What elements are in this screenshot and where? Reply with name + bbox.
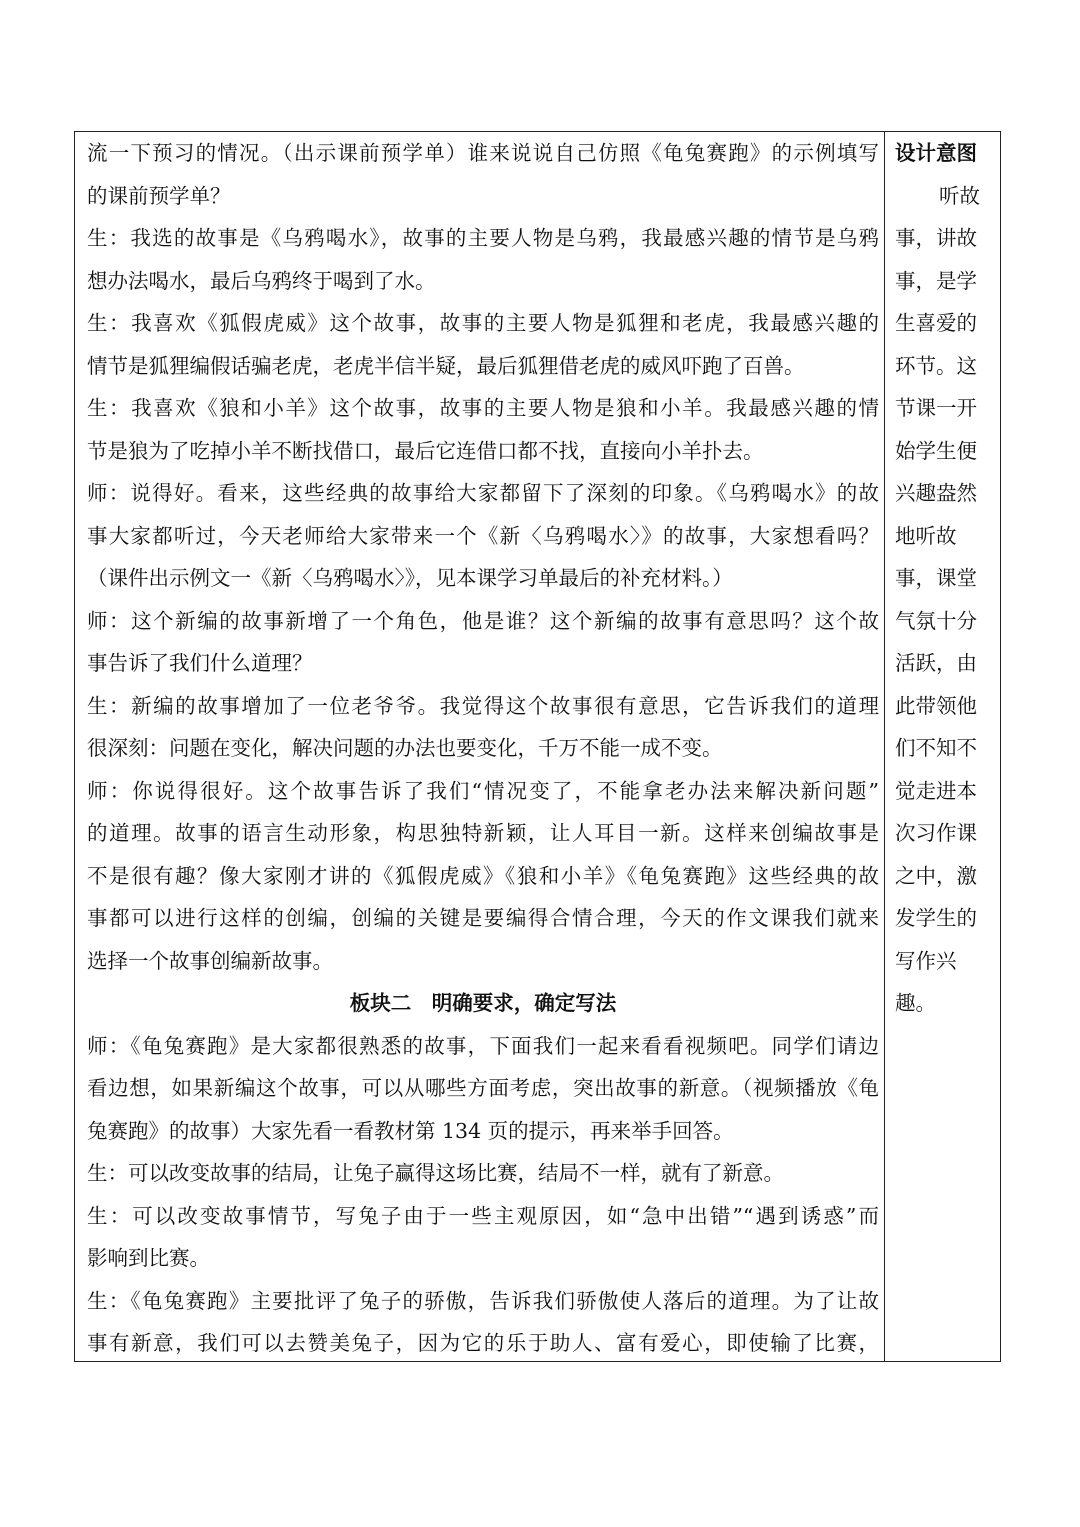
design-intent-line: 趣。 — [895, 991, 936, 1015]
paragraph-line: （课件出示例文一《新〈乌鸦喝水〉》，见本课学习单最后的补充材料。） — [87, 566, 733, 590]
lesson-content-column — [87, 132, 879, 1365]
design-intent-line: 听故 — [939, 183, 980, 208]
design-intent-line: 气氛十分 — [895, 608, 977, 633]
column-divider — [884, 132, 885, 1361]
paragraph-line: 的课前预学单？ — [87, 183, 231, 208]
design-intent-line: 地听故 — [895, 523, 957, 548]
paragraph-line: 事告诉了我们什么道理？ — [87, 651, 313, 675]
paragraph-line: 生：我喜欢《狼和小羊》这个故事，故事的主要人物是狼和小羊。我最感兴趣的情 — [87, 396, 879, 420]
paragraph-line: 节是狼为了吃掉小羊不断找借口，最后它连借口都不找，直接向小羊扑去。 — [87, 438, 764, 463]
paragraph-line: 师：你说得很好。这个故事告诉了我们“情况变了，不能拿老办法来解决新问题” — [87, 778, 879, 803]
design-intent-line: 发学生的 — [895, 906, 977, 930]
design-intent-line: 始学生便 — [895, 438, 977, 463]
design-intent-line: 之中，激 — [895, 863, 977, 888]
paragraph-line: 流一下预习的情况。（出示课前预学单）谁来说说自己仿照《龟兔赛跑》的示例填写 — [87, 141, 879, 165]
design-intent-line: 次习作课 — [895, 821, 977, 845]
section-heading: 板块二 明确要求，确定写法 — [349, 991, 617, 1015]
paragraph-line: 师：这个新编的故事新增了一个角色，他是谁？这个新编的故事有意思吗？这个故 — [87, 608, 879, 633]
paragraph-line: 兔赛跑》的故事）大家先看一看教材第 134 页的提示，再来举手回答。 — [87, 1118, 734, 1143]
design-intent-line: 环节。这 — [895, 353, 977, 378]
paragraph-line: 选择一个故事创编新故事。 — [87, 948, 333, 973]
design-intent-title: 设计意图 — [895, 141, 977, 165]
design-intent-line: 们不知不 — [895, 736, 977, 760]
design-intent-line: 事，是学 — [895, 268, 977, 293]
design-intent-column — [895, 132, 991, 1025]
paragraph-line: 情节是狐狸编假话骗老虎，老虎半信半疑，最后狐狸借老虎的威风吓跑了百兽。 — [87, 353, 805, 378]
paragraph-line: 师：《龟兔赛跑》是大家都很熟悉的故事，下面我们一起来看看视频吧。同学们请边 — [87, 1033, 879, 1058]
design-intent-line: 活跃，由 — [895, 651, 977, 675]
design-intent-line: 此带领他 — [895, 693, 977, 718]
paragraph-line: 事大家都听过，今天老师给大家带来一个《新〈乌鸦喝水〉》的故事，大家想看吗？ — [87, 523, 879, 548]
paragraph-line: 生：我选的故事是《乌鸦喝水》，故事的主要人物是乌鸦，我最感兴趣的情节是乌鸦 — [87, 226, 879, 250]
paragraph-line: 看边想，如果新编这个故事，可以从哪些方面考虑，突出故事的新意。（视频播放《龟 — [87, 1076, 879, 1100]
paragraph-line: 的道理。故事的语言生动形象，构思独特新颖，让人耳目一新。这样来创编故事是 — [87, 821, 879, 845]
paragraph-line: 生：我喜欢《狐假虎威》这个故事，故事的主要人物是狐狸和老虎，我最感兴趣的 — [87, 311, 879, 335]
design-intent-line: 节课一开 — [895, 396, 977, 420]
design-intent-line: 事，讲故 — [895, 226, 977, 250]
paragraph-line: 生：可以改变故事的结局，让兔子赢得这场比赛，结局不一样，就有了新意。 — [87, 1161, 784, 1185]
lesson-table — [74, 131, 1001, 1362]
paragraph-line: 想办法喝水，最后乌鸦终于喝到了水。 — [87, 268, 436, 293]
design-intent-line: 生喜爱的 — [895, 311, 977, 335]
paragraph-line: 不是很有趣？像大家刚才讲的《狐假虎威》《狼和小羊》《龟兔赛跑》这些经典的故 — [87, 863, 879, 888]
paragraph-line: 事都可以进行这样的创编，创编的关键是要编得合情合理，今天的作文课我们就来 — [87, 906, 879, 930]
paragraph-line: 生：可以改变故事情节，写兔子由于一些主观原因，如“急中出错”“遇到诱惑”而 — [87, 1203, 879, 1228]
paragraph-line: 影响到比赛。 — [87, 1246, 210, 1270]
paragraph-line: 生：《龟兔赛跑》主要批评了兔子的骄傲，告诉我们骄傲使人落后的道理。为了让故 — [87, 1288, 879, 1313]
paragraph-line: 事有新意，我们可以去赞美兔子，因为它的乐于助人、富有爱心，即使输了比赛， — [87, 1331, 879, 1355]
design-intent-line: 写作兴 — [895, 948, 957, 973]
paragraph-line: 很深刻：问题在变化，解决问题的办法也要变化，千万不能一成不变。 — [87, 736, 723, 760]
design-intent-line: 事，课堂 — [895, 566, 977, 590]
design-intent-line: 觉走进本 — [895, 778, 977, 803]
design-intent-line: 兴趣盎然 — [895, 481, 977, 505]
paragraph-line: 生：新编的故事增加了一位老爷爷。我觉得这个故事很有意思，它告诉我们的道理 — [87, 693, 879, 718]
paragraph-line: 师：说得好。看来，这些经典的故事给大家都留下了深刻的印象。《乌鸦喝水》的故 — [87, 481, 879, 505]
